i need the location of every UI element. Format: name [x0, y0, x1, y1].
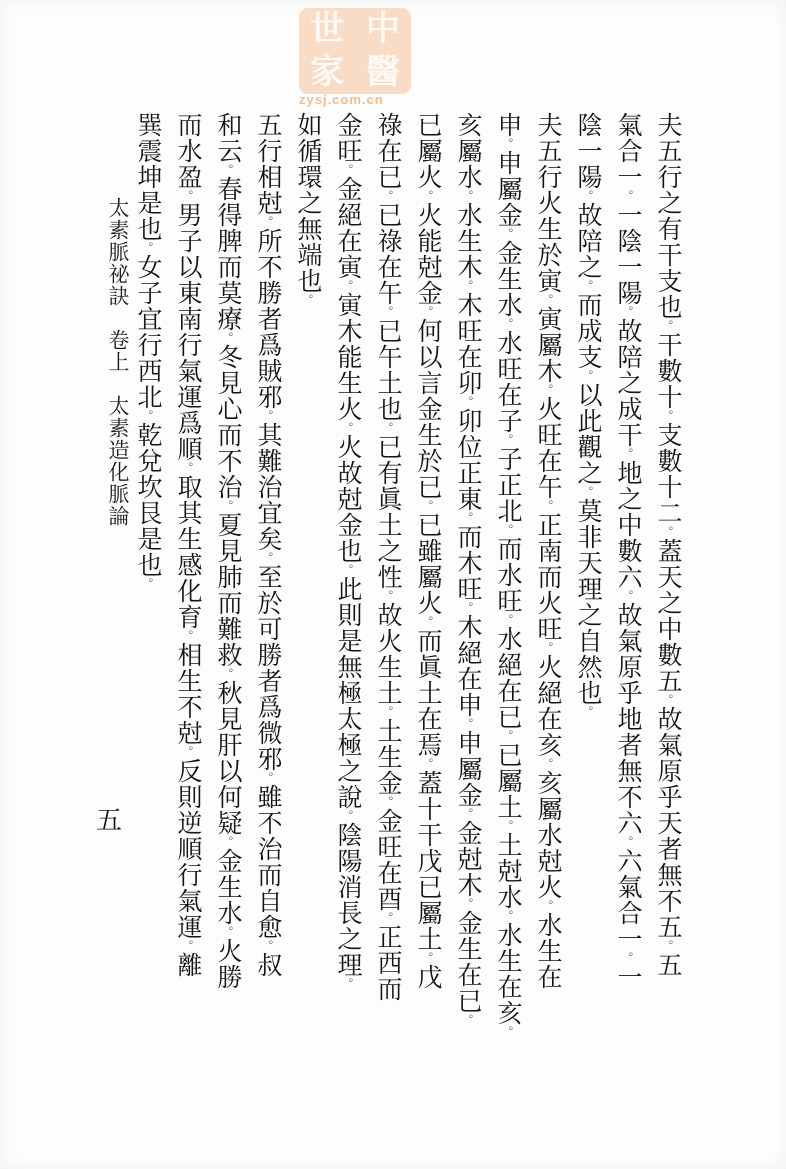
text-column: 而水盈。男子以東南行氣運爲順。取其生感化育。相生不尅。反則逆順行氣運。離	[174, 112, 201, 978]
page-number: 五	[96, 806, 123, 835]
text-column: 祿在已。已祿在午。已午土也。已有眞土之性。故火生土。土生金。金旺在酉。正西而	[374, 112, 401, 1002]
text-column: 夫五行火生於寅。寅屬木。火旺在午。正南而火旺。火絕在亥。亥屬水尅火。水生在	[534, 112, 561, 990]
seal-char-top-left: 世	[310, 10, 344, 48]
text-column: 亥屬水。水生木。木旺在卯。卯位正東。而木旺。木絕在申。申屬金。金尅木。金生在已。	[454, 112, 481, 1026]
text-column: 申。申屬金。金生水。水旺在子。子正北。而水旺。水絕在已。已屬土。土尅水。水生在亥。	[494, 112, 521, 1038]
seal-char-top-right: 中	[366, 10, 400, 48]
text-column: 如循環之無端也。	[294, 112, 321, 306]
main-text-block	[134, 112, 687, 1038]
text-column: 五行相尅。所不勝者爲賊邪。其難治宜矣。至於可勝者爲微邪。雖不治而自愈。叔	[254, 112, 281, 978]
watermark-url: zysj.com.cn	[299, 92, 384, 107]
seal-char-bottom-right: 醫	[366, 53, 400, 91]
margin-title: 太素脈祕訣 卷上 太素造化脈論	[106, 197, 130, 527]
text-column: 和云。春得脾而莫療。冬見心而不治。夏見肺而難救。秋見肝以何疑。金生水。火勝	[214, 112, 241, 990]
watermark-seal	[299, 8, 411, 94]
text-column: 氣合一。一陰一陽。故陪之成干。地之中數六。故氣原乎地者無不六。六氣合一。一	[614, 112, 641, 990]
text-column: 金旺。金絕在寅。寅木能生火。火故尅金也。此則是無極太極之說。陰陽消長之理。	[334, 112, 361, 990]
text-column: 巽震坤是也。女子宜行西北。乾兌坎艮是也。	[134, 112, 161, 590]
text-column: 陰一陽。故陪之。而成支。以此觀之。莫非天理之自然也。	[574, 112, 601, 718]
text-column: 已屬火。火能尅金。何以言金生於已。已雖屬火。而眞土在焉。蓋十干戊已屬土。戊	[414, 112, 441, 990]
text-column: 夫五行之有干支也。干數十。支數十二。蓋天之中數五。故氣原乎天者無不五。五	[654, 112, 681, 978]
seal-char-bottom-left: 家	[310, 53, 344, 91]
